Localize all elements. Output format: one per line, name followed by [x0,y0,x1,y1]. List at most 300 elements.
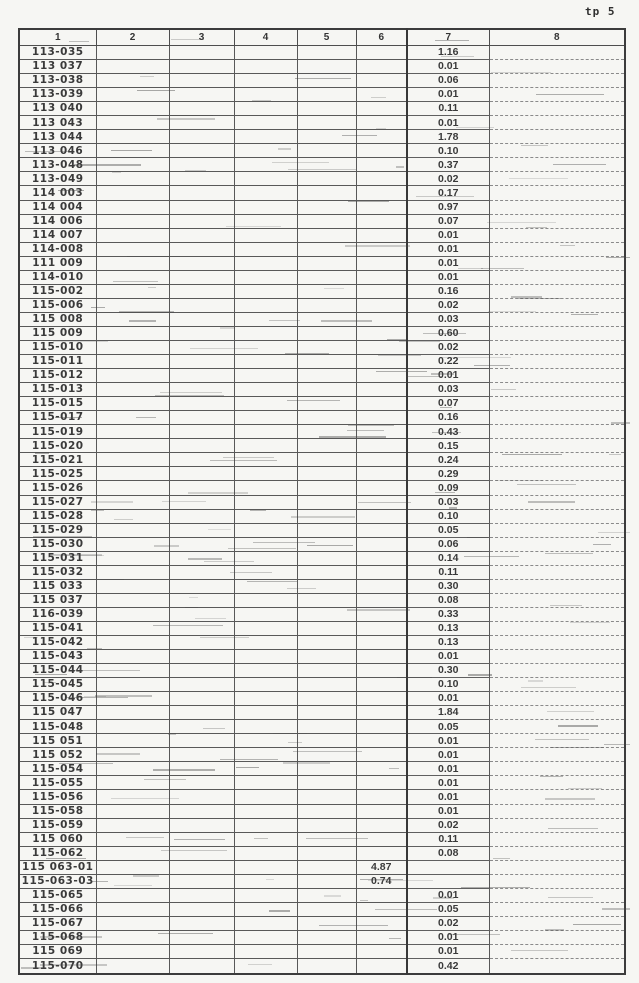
table-row [19,467,625,481]
value-cell: 0.16 [407,411,489,425]
empty-cell [234,832,297,846]
empty-cell [297,720,356,734]
empty-cell [489,945,625,959]
empty-cell [297,481,356,495]
empty-cell [297,748,356,762]
empty-cell [169,256,234,270]
empty-cell [234,720,297,734]
table-row [19,228,625,242]
empty-cell [234,326,297,340]
table-row [19,214,625,228]
table-row [19,242,625,256]
empty-cell [234,158,297,172]
empty-cell [169,551,234,565]
empty-cell [489,355,625,369]
sample-id-cell: 115 063-01 [19,860,96,874]
header-row [19,29,625,46]
empty-cell [169,664,234,678]
value-cell: 0.60 [407,326,489,340]
empty-cell [96,664,169,678]
empty-cell [234,776,297,790]
value-cell: 0.42 [407,959,489,974]
value-cell: 0.01 [407,369,489,383]
empty-cell [489,88,625,102]
sample-id-cell: 115 033 [19,579,96,593]
empty-cell [96,130,169,144]
table-row [19,130,625,144]
sample-id-cell: 115-029 [19,523,96,537]
value-cell: 0.01 [407,748,489,762]
empty-cell [356,678,407,692]
sample-id-cell: 113-048 [19,158,96,172]
empty-cell [489,467,625,481]
empty-cell [169,214,234,228]
empty-cell [234,888,297,902]
table-row [19,804,625,818]
sample-id-cell: 114 004 [19,200,96,214]
empty-cell [96,88,169,102]
value-cell: 0.05 [407,902,489,916]
empty-cell [96,523,169,537]
table-row [19,692,625,706]
empty-cell [489,228,625,242]
empty-cell [169,228,234,242]
empty-cell [234,650,297,664]
empty-cell [297,425,356,439]
sample-id-cell: 115-027 [19,495,96,509]
value-cell: 0.05 [407,720,489,734]
empty-cell [96,298,169,312]
table-row [19,832,625,846]
table-row [19,298,625,312]
empty-cell [96,369,169,383]
empty-cell [169,804,234,818]
column-header-5: 5 [297,29,356,46]
table-row [19,579,625,593]
empty-cell [489,832,625,846]
value-cell: 0.01 [407,776,489,790]
value-cell: 0.24 [407,453,489,467]
empty-cell [96,74,169,88]
empty-cell [297,537,356,551]
empty-cell [297,383,356,397]
empty-cell [169,467,234,481]
empty-cell [356,186,407,200]
empty-cell [96,383,169,397]
empty-cell [297,664,356,678]
value-cell: 0.06 [407,74,489,88]
empty-cell [96,902,169,916]
empty-cell [489,369,625,383]
table-row [19,762,625,776]
sample-id-cell: 115-066 [19,902,96,916]
empty-cell [169,762,234,776]
sample-id-cell: 115-044 [19,664,96,678]
table-row [19,425,625,439]
empty-cell [96,762,169,776]
empty-cell [356,593,407,607]
empty-cell [234,186,297,200]
empty-cell [356,495,407,509]
empty-cell [297,102,356,116]
table-row [19,664,625,678]
empty-cell [96,439,169,453]
table-row [19,607,625,621]
empty-cell [234,762,297,776]
value-cell: 0.11 [407,102,489,116]
empty-cell [297,860,356,874]
empty-cell [489,579,625,593]
empty-cell [96,692,169,706]
table-row [19,776,625,790]
empty-cell [169,88,234,102]
empty-cell [297,228,356,242]
sample-id-cell: 115 009 [19,326,96,340]
value-cell: 0.06 [407,537,489,551]
empty-cell [169,453,234,467]
value-cell: 0.02 [407,340,489,354]
sample-id-cell: 114-008 [19,242,96,256]
value-cell: 0.07 [407,397,489,411]
value-cell: 1.78 [407,130,489,144]
value-cell: 0.09 [407,481,489,495]
sample-id-cell: 114 003 [19,186,96,200]
value-cell: 0.01 [407,116,489,130]
table-row [19,734,625,748]
table-row [19,593,625,607]
empty-cell [169,734,234,748]
column-header-2: 2 [96,29,169,46]
sample-id-cell: 115-020 [19,439,96,453]
empty-cell [96,734,169,748]
empty-cell [489,256,625,270]
empty-cell [169,930,234,944]
sample-id-cell: 115-041 [19,621,96,635]
empty-cell [169,355,234,369]
empty-cell [489,270,625,284]
sample-id-cell: 115 069 [19,945,96,959]
table-row [19,860,625,874]
empty-cell [356,340,407,354]
empty-cell [356,270,407,284]
empty-cell [234,509,297,523]
empty-cell [96,748,169,762]
empty-cell [169,298,234,312]
empty-cell [297,312,356,326]
empty-cell [234,916,297,930]
empty-cell [96,551,169,565]
table-row [19,916,625,930]
empty-cell [297,945,356,959]
empty-cell [234,102,297,116]
sample-id-cell: 115 008 [19,312,96,326]
table-row [19,930,625,944]
empty-cell [234,228,297,242]
empty-cell [169,860,234,874]
table-row [19,88,625,102]
empty-cell [489,158,625,172]
empty-cell [234,411,297,425]
table-row [19,818,625,832]
value-cell: 0.01 [407,762,489,776]
empty-cell [489,720,625,734]
value-cell: 0.37 [407,158,489,172]
table-row [19,439,625,453]
empty-cell [297,130,356,144]
value-cell: 0.10 [407,678,489,692]
empty-cell [96,467,169,481]
empty-cell [489,916,625,930]
empty-cell [96,312,169,326]
value-cell: 0.02 [407,818,489,832]
empty-cell [96,158,169,172]
empty-cell [96,270,169,284]
empty-cell [297,60,356,74]
empty-cell [356,88,407,102]
empty-cell [169,158,234,172]
table-row [19,326,625,340]
empty-cell [356,284,407,298]
value-cell: 0.01 [407,228,489,242]
empty-cell [96,355,169,369]
empty-cell [234,748,297,762]
table-row [19,60,625,74]
empty-cell [489,340,625,354]
empty-cell [297,284,356,298]
table-row [19,144,625,158]
empty-cell [489,818,625,832]
empty-cell [297,46,356,60]
empty-cell [169,523,234,537]
empty-cell [489,565,625,579]
empty-cell [234,551,297,565]
sample-id-cell: 113-035 [19,46,96,60]
empty-cell [297,411,356,425]
empty-cell [356,411,407,425]
empty-cell [489,706,625,720]
empty-cell [169,748,234,762]
empty-cell [297,453,356,467]
empty-cell [169,776,234,790]
empty-cell [169,846,234,860]
empty-cell [96,495,169,509]
table-row [19,256,625,270]
empty-cell [96,860,169,874]
empty-cell [169,340,234,354]
table-row [19,369,625,383]
empty-cell [356,481,407,495]
empty-cell [489,130,625,144]
empty-cell [96,340,169,354]
sample-id-cell: 114-010 [19,270,96,284]
value-cell: 0.03 [407,495,489,509]
empty-cell [489,74,625,88]
empty-cell [297,369,356,383]
empty-cell [356,144,407,158]
sample-id-cell: 113-038 [19,74,96,88]
empty-cell [96,228,169,242]
table-row [19,678,625,692]
empty-cell [356,298,407,312]
empty-cell [356,720,407,734]
empty-cell [489,790,625,804]
empty-cell [356,748,407,762]
sample-id-cell: 111 009 [19,256,96,270]
sample-id-cell: 115-026 [19,481,96,495]
empty-cell [169,678,234,692]
table-row [19,846,625,860]
empty-cell [96,453,169,467]
empty-cell [96,425,169,439]
empty-cell [297,116,356,130]
column-header-7: 7 [407,29,489,46]
empty-cell [356,467,407,481]
empty-cell [234,678,297,692]
value-cell: 0.02 [407,916,489,930]
empty-cell [234,425,297,439]
empty-cell [96,846,169,860]
empty-cell [356,312,407,326]
empty-cell [234,369,297,383]
empty-cell [489,734,625,748]
empty-cell [489,60,625,74]
empty-cell [297,298,356,312]
empty-cell [234,874,297,888]
empty-cell [297,158,356,172]
empty-cell [96,397,169,411]
value-cell: 0.01 [407,888,489,902]
table-row [19,270,625,284]
sample-id-cell: 115-002 [19,284,96,298]
empty-cell [169,509,234,523]
empty-cell [96,411,169,425]
empty-cell [96,804,169,818]
empty-cell [96,607,169,621]
empty-cell [356,804,407,818]
empty-cell [297,818,356,832]
table-row [19,481,625,495]
empty-cell [356,116,407,130]
empty-cell [297,144,356,158]
empty-cell [96,172,169,186]
empty-cell [489,762,625,776]
table-row [19,537,625,551]
empty-cell [96,509,169,523]
empty-cell [356,453,407,467]
empty-cell [489,959,625,974]
sample-id-cell: 115-056 [19,790,96,804]
empty-cell [234,734,297,748]
empty-cell [169,481,234,495]
sample-id-cell: 115-013 [19,383,96,397]
empty-cell [169,186,234,200]
empty-cell [96,874,169,888]
sample-id-cell: 115-019 [19,425,96,439]
empty-cell [169,565,234,579]
empty-cell [234,902,297,916]
value-cell: 0.08 [407,593,489,607]
empty-cell [356,355,407,369]
empty-cell [489,692,625,706]
empty-cell [234,453,297,467]
empty-cell [356,776,407,790]
empty-cell [234,579,297,593]
sample-id-cell: 115 052 [19,748,96,762]
empty-cell [297,74,356,88]
empty-cell [169,172,234,186]
empty-cell [489,860,625,874]
table-row [19,172,625,186]
empty-cell [489,326,625,340]
value-cell: 0.03 [407,383,489,397]
empty-cell [96,635,169,649]
value-cell: 0.33 [407,607,489,621]
empty-cell [96,832,169,846]
empty-cell [489,607,625,621]
empty-cell [489,298,625,312]
empty-cell [356,930,407,944]
empty-cell [169,242,234,256]
empty-cell [356,959,407,974]
empty-cell [297,88,356,102]
empty-cell [169,284,234,298]
table-row [19,411,625,425]
empty-cell [356,369,407,383]
table-row [19,635,625,649]
empty-cell [297,579,356,593]
empty-cell [169,326,234,340]
empty-cell [297,916,356,930]
table-row [19,312,625,326]
empty-cell [96,537,169,551]
empty-cell [234,172,297,186]
sample-id-cell: 115-015 [19,397,96,411]
empty-cell [297,635,356,649]
sample-id-cell: 115-058 [19,804,96,818]
value-cell: 0.01 [407,88,489,102]
empty-cell [356,158,407,172]
table-row [19,495,625,509]
empty-cell [169,60,234,74]
empty-cell [234,692,297,706]
table-row [19,888,625,902]
empty-cell [297,776,356,790]
table-row [19,186,625,200]
empty-cell [234,593,297,607]
empty-cell [489,425,625,439]
empty-cell [96,481,169,495]
empty-cell [234,312,297,326]
empty-cell [96,593,169,607]
empty-cell [169,144,234,158]
empty-cell [234,565,297,579]
sample-id-cell: 116-039 [19,607,96,621]
sample-id-cell: 114 006 [19,214,96,228]
empty-cell [297,397,356,411]
table-row [19,355,625,369]
sample-id-cell: 115-032 [19,565,96,579]
empty-cell [234,607,297,621]
table-row [19,509,625,523]
table-body [19,46,625,975]
empty-cell [489,284,625,298]
empty-cell [96,60,169,74]
empty-cell [169,706,234,720]
sample-id-cell: 114 007 [19,228,96,242]
empty-cell [234,959,297,974]
value-cell: 0.15 [407,439,489,453]
empty-cell [356,102,407,116]
